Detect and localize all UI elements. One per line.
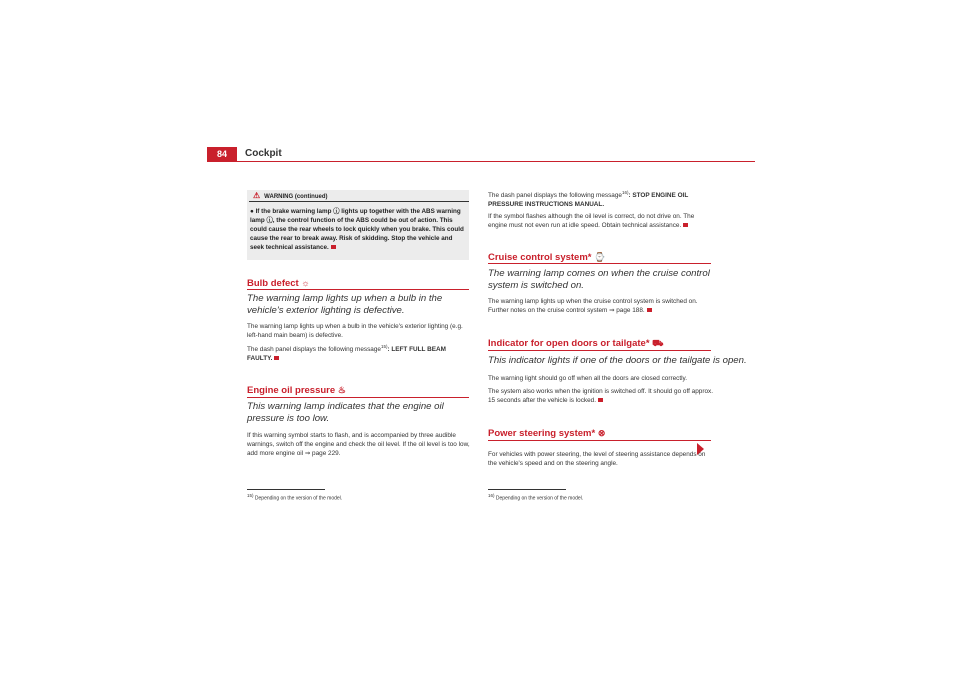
doors-heading-rule [488,350,711,351]
section-end-icon [598,398,603,402]
bulb-paragraph-1: The warning lamp lights up when a bulb in the vehicle's exterior lighting (e.g. left-hand main beam) is defective. [247,323,463,340]
chapter-title: Cockpit [245,148,282,159]
doors-heading: Indicator for open doors or tailgate* ⛟ [488,338,664,349]
footnote-rule-right [488,489,566,490]
doors-paragraph-2: The system also works when the ignition is switched off. It should go off approx. 15 seconds after the vehicle is locked. [488,388,713,405]
warning-triangle-icon: ⚠ [253,191,261,200]
cruise-paragraph-1: The warning lamp lights up when the cruise control system is switched on. Further notes on the cruise control system ⇒ page 188. [488,298,698,315]
bulb-heading-rule [247,289,469,290]
bulb-lead: The warning lamp lights up when a bulb in the vehicle's exterior lighting is defective. [247,293,443,316]
power-steering-icon: ⊗ [597,428,606,438]
cruise-control-icon: ⌚ [594,252,606,262]
doors-lead: This indicator lights if one of the doors or the tailgate is open. [488,355,747,366]
section-end-icon [274,356,279,360]
cruise-heading: Cruise control system* ⌚ [488,252,606,263]
right-paragraph-2: If the symbol flashes although the oil level is correct, do not drive on. The engine must not even run at idle speed. Obtain technical assistance. [488,213,695,230]
footnote-right: $^{16)}$ Depending on the version of the model. [488,493,584,502]
steering-paragraph-1: For vehicles with power steering, the level of steering assistance depends on the vehicle's speed and on the steering angle. [488,451,706,468]
warning-text: ● If the brake warning lamp ⓘ lights up together with the ABS warning lamp ⓘ, the control function of the ABS could be out of action. This could cause the rear wheels to lock quickly when you brake. This could cause the rear to break away. Risk of skidding. Stop the vehicle and seek technical assistance. [250,208,464,251]
open-door-icon: ⛟ [652,338,664,348]
footnote-left: $^{15)}$ Depending on the version of the model. [247,493,343,502]
oil-lead: This warning lamp indicates that the engine oil pressure is too low. [247,401,444,424]
cruise-lead: The warning lamp comes on when the cruise control system is switched on. [488,268,710,291]
cruise-heading-rule [488,263,711,264]
bullet-icon: ● [250,208,256,215]
bulb-icon: ☼ [301,278,310,288]
section-end-icon [683,223,688,227]
oil-can-icon: ♨ [337,385,346,395]
continue-arrow-icon [697,443,704,455]
footnote-rule-left [247,489,325,490]
steering-heading: Power steering system* ⊗ [488,428,606,439]
right-paragraph-1: The dash panel displays the following message$^{16)}$: STOP ENGINE OIL PRESSURE INSTRUCTIONS MANUAL. [488,190,689,209]
bulb-paragraph-2: The dash panel displays the following message$^{15)}$: LEFT FULL BEAM FAULTY. [247,344,446,363]
warning-heading [249,191,469,202]
bulb-defect-heading: Bulb defect ☼ [247,278,310,289]
doors-paragraph-1: The warning light should go off when all the doors are closed correctly. [488,375,688,382]
page-number: 84 [207,147,237,162]
header-rule [237,161,755,162]
oil-heading-rule [247,397,469,398]
oil-paragraph-1: If this warning symbol starts to flash, and is accompanied by three audible warnings, switch off the engine and check the oil level. If the oil level is too low, add more engine oil ⇒ page 229. [247,432,470,458]
section-end-icon [331,245,336,249]
section-end-icon [647,308,652,312]
oil-pressure-heading: Engine oil pressure ♨ [247,385,346,396]
steering-heading-rule [488,440,711,441]
warning-title: WARNING (continued) [264,194,328,200]
